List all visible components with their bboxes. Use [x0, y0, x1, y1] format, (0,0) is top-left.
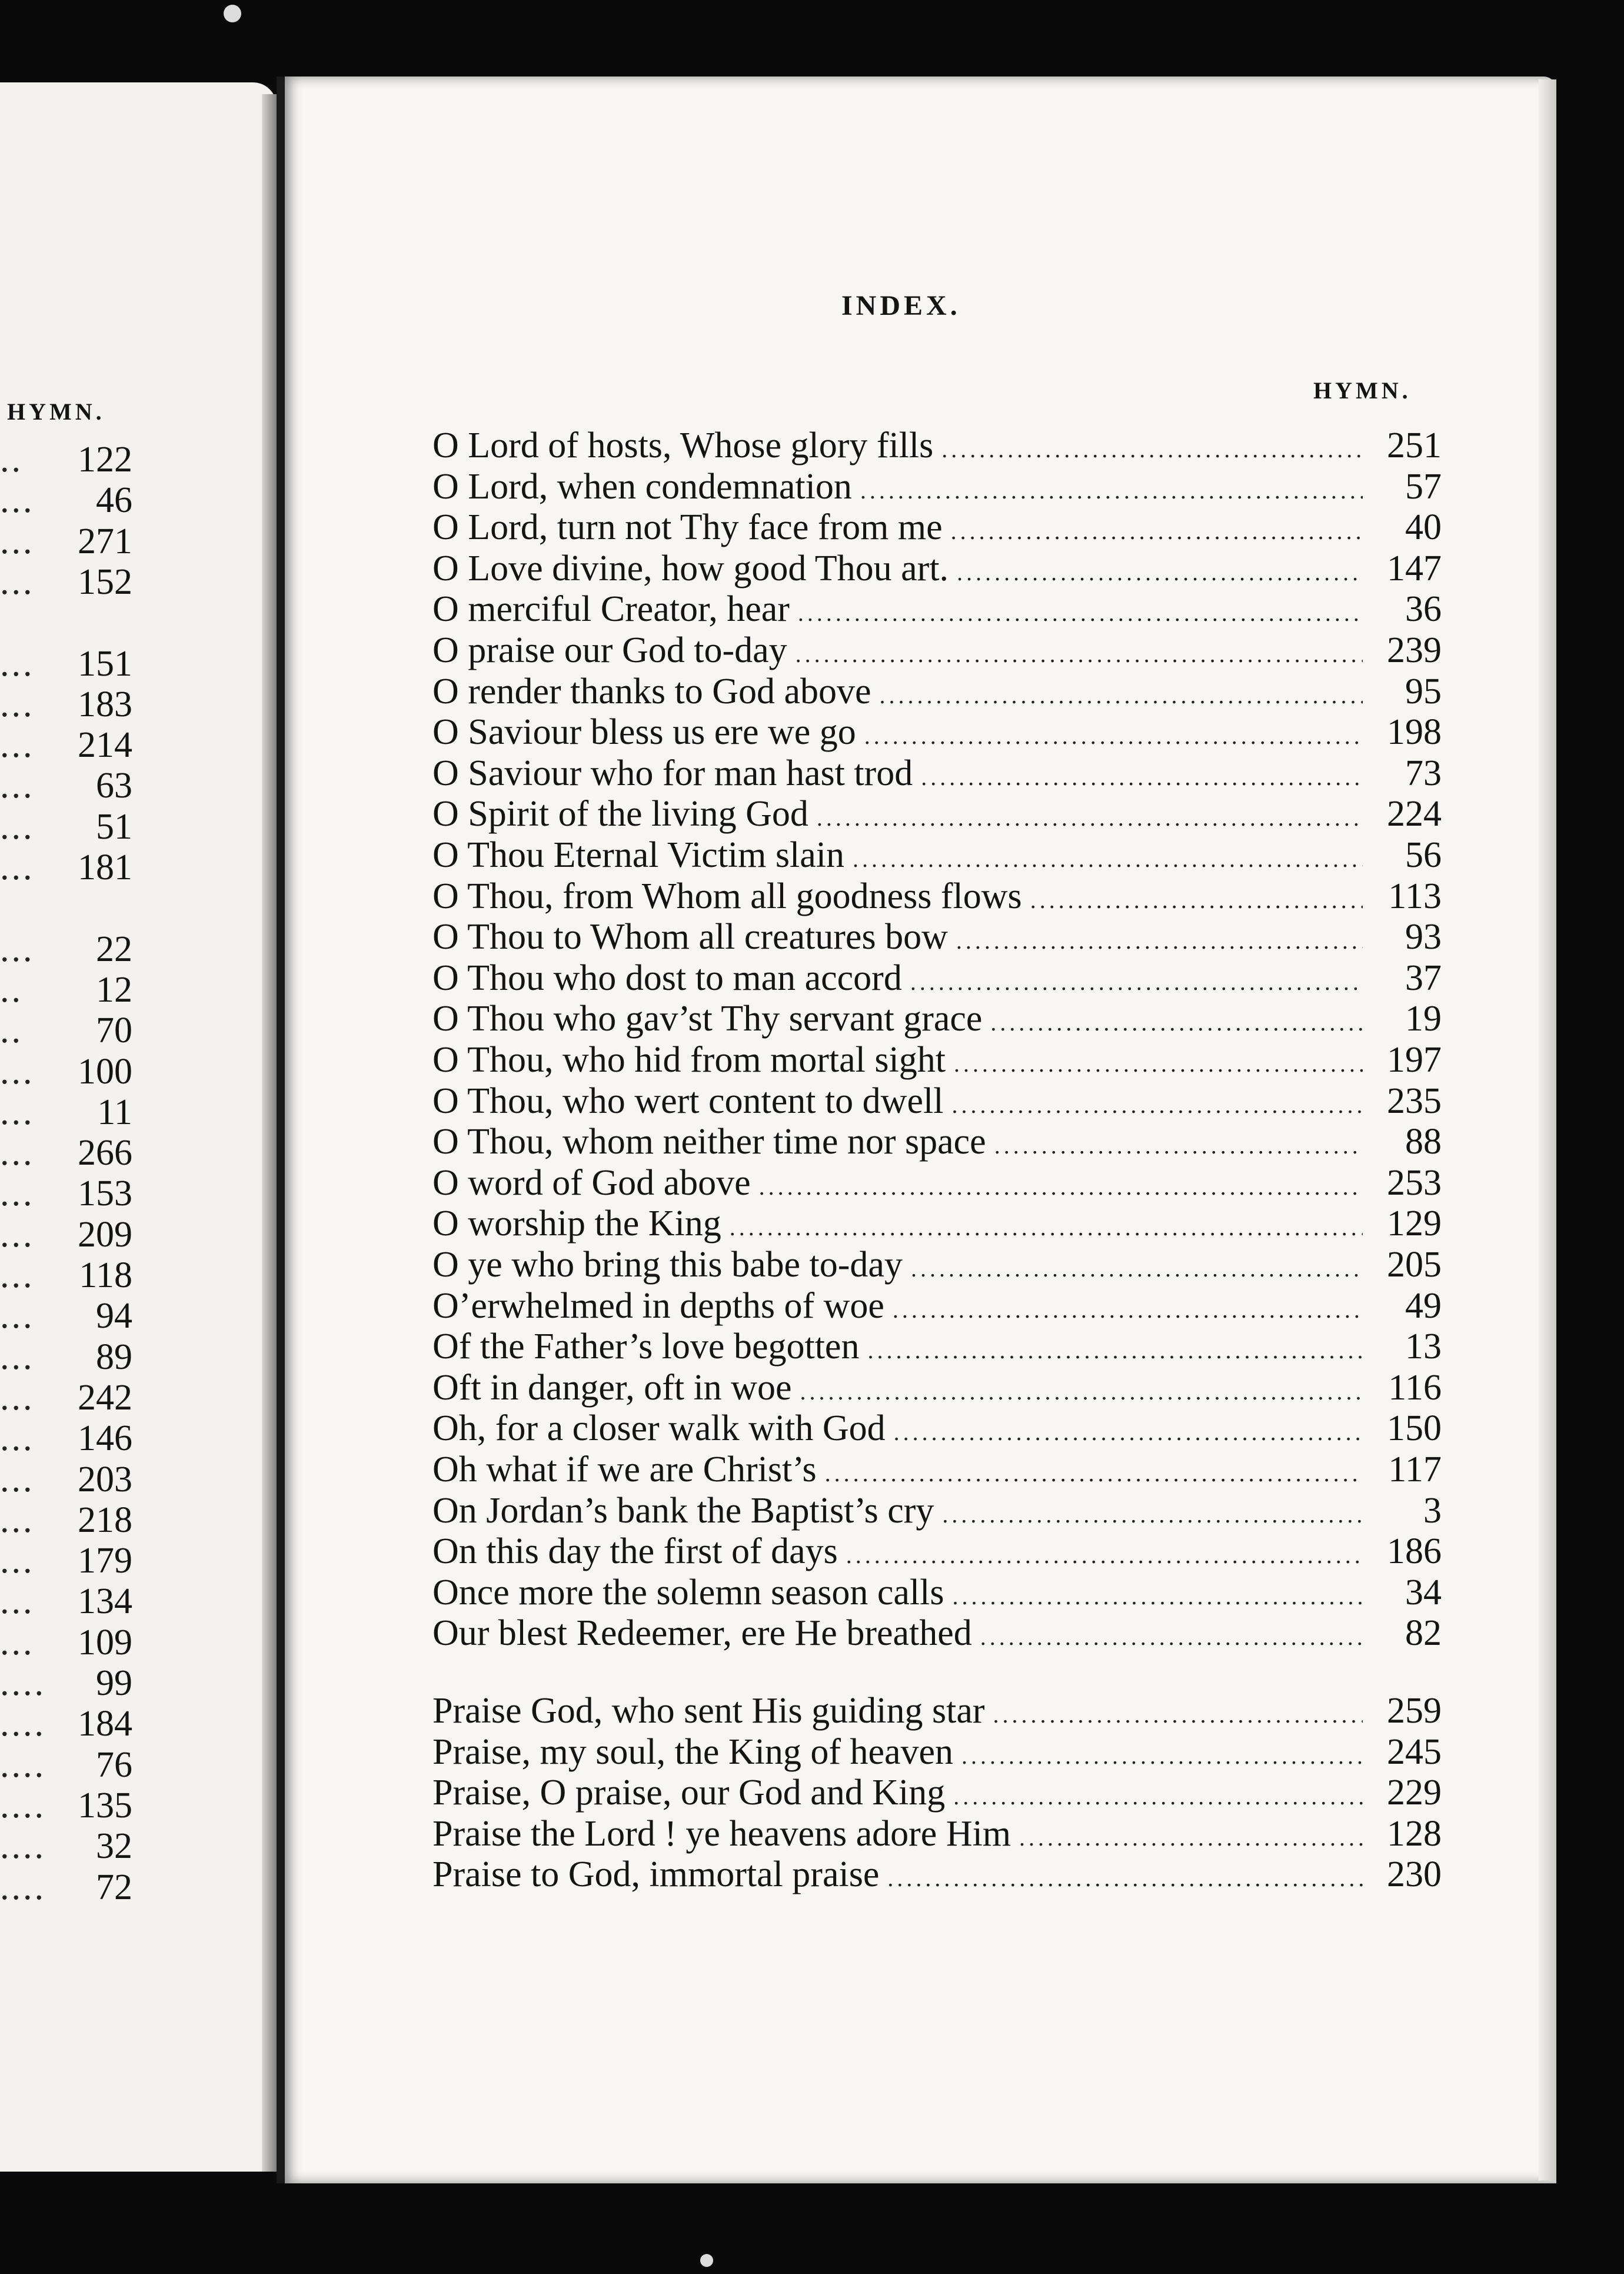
dot-leader [961, 1736, 1363, 1777]
left-index-row [0, 1255, 132, 1296]
hymn-first-line: O Thou, whom neither time nor space [432, 1122, 986, 1162]
left-index-row [0, 1377, 132, 1418]
hymn-number: 146 [78, 1418, 132, 1458]
dot-leader [953, 1776, 1363, 1817]
dot-leader: .. [0, 440, 23, 480]
dot-leader [951, 511, 1363, 552]
left-hymn-column-header: HYMN. [7, 398, 105, 425]
dot-leader: ... [0, 1623, 35, 1663]
hymn-number: 179 [78, 1541, 132, 1581]
dot-leader: .... [0, 1745, 46, 1785]
dot-leader: ... [0, 725, 35, 765]
hymn-first-line: O Lord of hosts, Whose glory fills [432, 425, 934, 466]
dot-leader [921, 757, 1363, 798]
left-index-row [0, 439, 132, 480]
dot-leader [994, 1125, 1363, 1166]
hymn-number: 100 [78, 1052, 132, 1092]
dot-leader [817, 797, 1363, 839]
hymn-number: 95 [1405, 671, 1442, 712]
hymn-number: 245 [1387, 1732, 1442, 1772]
index-entry [432, 958, 1442, 999]
index-entry [432, 712, 1442, 753]
page-title: INDEX. [841, 290, 961, 321]
hymn-number: 70 [96, 1010, 132, 1050]
index-entry [432, 1162, 1442, 1204]
dot-leader [990, 1002, 1363, 1043]
hymn-number: 214 [78, 725, 132, 765]
hymn-number: 19 [1405, 999, 1442, 1039]
hymn-number: 109 [78, 1623, 132, 1663]
hymn-number: 153 [78, 1173, 132, 1214]
index-entry [432, 1531, 1442, 1572]
dot-leader: ... [0, 1378, 35, 1418]
hymn-number: 147 [1387, 548, 1442, 589]
dot-leader [759, 1166, 1363, 1208]
dot-leader [942, 1494, 1363, 1535]
left-index-row [0, 1785, 132, 1826]
hymn-first-line: O praise our God to-day [432, 630, 787, 670]
left-index-row [0, 521, 132, 562]
left-index-row [0, 1500, 132, 1541]
hymn-number: 235 [1387, 1081, 1442, 1121]
hymn-number: 72 [96, 1867, 132, 1907]
index-entry [432, 548, 1442, 589]
hymn-number: 198 [1387, 712, 1442, 752]
index-entry [432, 1772, 1442, 1813]
dot-leader: ... [0, 1337, 35, 1377]
dot-leader [956, 920, 1363, 962]
dot-leader: ... [0, 1133, 35, 1173]
hymn-number: 203 [78, 1460, 132, 1500]
left-index-row [0, 643, 132, 684]
left-index-row [0, 1418, 132, 1459]
dot-leader: .... [0, 1663, 46, 1703]
dot-leader: ... [0, 644, 35, 684]
hymn-number: 40 [1405, 507, 1442, 547]
hymn-first-line: O Thou who dost to man accord [432, 958, 902, 998]
hymn-number: 251 [1387, 425, 1442, 466]
index-entry [432, 671, 1442, 712]
hymn-first-line: Our blest Redeemer, ere He breathed [432, 1613, 972, 1653]
dot-leader: ... [0, 684, 35, 724]
left-index-row [0, 684, 132, 725]
hymn-number: 151 [78, 644, 132, 684]
hymn-number: 150 [1387, 1408, 1442, 1448]
hymn-number: 218 [78, 1500, 132, 1540]
hymn-number: 152 [78, 562, 132, 602]
hymn-first-line: O Thou, who hid from mortal sight [432, 1040, 946, 1080]
index-entry [432, 916, 1442, 958]
left-index-row [0, 1173, 132, 1214]
ink-speck [700, 2254, 713, 2267]
hymn-number: 205 [1387, 1245, 1442, 1285]
dot-leader [941, 429, 1363, 470]
dot-leader [846, 1535, 1363, 1576]
hymn-number: 197 [1387, 1040, 1442, 1080]
hymn-number: 134 [78, 1581, 132, 1621]
hymn-number: 73 [1405, 753, 1442, 793]
index-entry [432, 466, 1442, 507]
hymn-number: 181 [78, 847, 132, 887]
hymn-number: 113 [1388, 876, 1442, 916]
hymn-first-line: O Saviour who for man hast trod [432, 753, 913, 793]
left-index-row [0, 1622, 132, 1663]
hymn-number: 51 [96, 807, 132, 847]
dot-leader: .. [0, 1010, 23, 1050]
hymn-first-line: O Thou, from Whom all goodness flows [432, 876, 1022, 916]
dot-leader: .. [0, 970, 23, 1010]
left-index-row [0, 1337, 132, 1378]
hymn-first-line: O Lord, when condemnation [432, 467, 852, 507]
index-entry [432, 1203, 1442, 1244]
index-entry [432, 1367, 1442, 1408]
index-entry [432, 1613, 1442, 1654]
ink-speck [224, 5, 241, 22]
hymn-number: 99 [96, 1663, 132, 1703]
index-entry [432, 1285, 1442, 1326]
dot-leader: ... [0, 1460, 35, 1500]
left-index-row [0, 1826, 132, 1867]
left-index-row [0, 1092, 132, 1133]
dot-leader: ... [0, 1500, 35, 1540]
index-entry [432, 507, 1442, 548]
hymn-number: 89 [96, 1337, 132, 1377]
hymn-number: 184 [78, 1704, 132, 1744]
dot-leader [825, 1453, 1363, 1494]
dot-leader [894, 1412, 1363, 1453]
dot-leader [1019, 1817, 1363, 1859]
hymn-number: 46 [96, 480, 132, 520]
hymn-number: 116 [1388, 1368, 1442, 1408]
index-entry [432, 998, 1442, 1039]
left-index-row [0, 806, 132, 847]
left-index-row [0, 969, 132, 1010]
hymn-first-line: O Thou who gav’st Thy servant grace [432, 999, 983, 1039]
left-index-row [0, 1663, 132, 1704]
hymn-first-line: Oh what if we are Christ’s [432, 1449, 817, 1490]
index-entry [432, 1244, 1442, 1285]
dot-leader: ... [0, 766, 35, 806]
hymn-first-line: O Thou Eternal Victim slain [432, 835, 844, 875]
index-entry [432, 1408, 1442, 1449]
left-index-row [0, 1132, 132, 1173]
hymn-number: 253 [1387, 1163, 1442, 1203]
hymn-number: 37 [1405, 958, 1442, 998]
hymn-number: 259 [1387, 1691, 1442, 1731]
hymn-number: 32 [96, 1826, 132, 1866]
hymn-first-line: O merciful Creator, hear [432, 589, 790, 629]
hymn-number: 128 [1387, 1814, 1442, 1854]
dot-leader: .... [0, 1786, 46, 1826]
left-index-row [0, 929, 132, 970]
dot-leader [867, 1330, 1363, 1371]
hymn-number: 49 [1405, 1286, 1442, 1326]
dot-leader: ... [0, 1052, 35, 1092]
hymn-first-line: O word of God above [432, 1163, 751, 1203]
dot-leader: ... [0, 562, 35, 602]
hymn-first-line: O Lord, turn not Thy face from me [432, 507, 943, 547]
hymn-column-header: HYMN. [1313, 377, 1412, 404]
hymn-number: 118 [79, 1255, 132, 1295]
left-index-row [0, 1214, 132, 1255]
left-index-row [0, 480, 132, 521]
hymn-first-line: On this day the first of days [432, 1531, 838, 1571]
hymn-number: 36 [1405, 589, 1442, 629]
dot-leader [798, 593, 1363, 634]
dot-leader: .... [0, 1867, 46, 1907]
left-index-row [0, 887, 132, 929]
page-edge [1539, 79, 1556, 2180]
hymn-number: 209 [78, 1215, 132, 1255]
index-entry [432, 630, 1442, 671]
index-entry [432, 1326, 1442, 1367]
dot-leader: ... [0, 521, 35, 561]
dot-leader [952, 1576, 1363, 1617]
dot-leader: ... [0, 1092, 35, 1132]
index-entry [432, 753, 1442, 794]
dot-leader [951, 1085, 1363, 1126]
index-entry [432, 793, 1442, 835]
dot-leader [730, 1207, 1363, 1248]
hymn-number: 13 [1405, 1326, 1442, 1367]
left-index-row [0, 1703, 132, 1744]
index-entry [432, 1813, 1442, 1854]
dot-leader [880, 675, 1363, 716]
hymn-first-line: O worship the King [432, 1204, 721, 1244]
left-index-row [0, 1051, 132, 1092]
dot-leader: ... [0, 1173, 35, 1214]
left-index-row [0, 561, 132, 603]
dot-leader [910, 962, 1363, 1003]
left-index-row [0, 765, 132, 806]
hymn-number: 76 [96, 1745, 132, 1785]
dot-leader: .... [0, 1826, 46, 1866]
hymn-number: 117 [1388, 1449, 1442, 1490]
dot-leader [887, 1858, 1363, 1899]
left-index-row [0, 1867, 132, 1908]
dot-leader: ... [0, 1296, 35, 1336]
hymn-first-line: O Love divine, how good Thou art. [432, 548, 949, 589]
hymn-number: 57 [1405, 467, 1442, 507]
left-index-row [0, 1295, 132, 1337]
hymn-number: 12 [96, 970, 132, 1010]
hymn-first-line: Praise, my soul, the King of heaven [432, 1732, 954, 1772]
index-entry [432, 835, 1442, 876]
hymn-first-line: Praise, O praise, our God and King [432, 1773, 946, 1813]
dot-leader [954, 1043, 1363, 1085]
hymn-number: 63 [96, 766, 132, 806]
hymn-number: 266 [78, 1133, 132, 1173]
left-index-row [0, 1010, 132, 1051]
hymn-number: 242 [78, 1378, 132, 1418]
hymn-number: 186 [1387, 1531, 1442, 1571]
left-index-row [0, 1581, 132, 1622]
left-index-row [0, 1744, 132, 1786]
hymn-first-line: Praise God, who sent His guiding star [432, 1691, 985, 1731]
dot-leader [993, 1694, 1363, 1736]
dot-leader: .... [0, 1704, 46, 1744]
left-index-row [0, 1540, 132, 1581]
hymn-number: 3 [1423, 1491, 1442, 1531]
dot-leader: ... [0, 1215, 35, 1255]
dot-leader [860, 470, 1363, 511]
index-entry [432, 1572, 1442, 1613]
dot-leader [911, 1248, 1363, 1289]
hymn-number: 239 [1387, 630, 1442, 670]
dot-leader: ... [0, 1255, 35, 1295]
hymn-number: 183 [78, 684, 132, 724]
hymn-first-line: Once more the solemn season calls [432, 1572, 944, 1613]
index-entry [432, 1121, 1442, 1162]
dot-leader: ... [0, 929, 35, 969]
hymn-number: 271 [78, 521, 132, 561]
hymn-number: 230 [1387, 1854, 1442, 1894]
hymn-number: 11 [97, 1092, 132, 1132]
dot-leader: ... [0, 807, 35, 847]
hymn-first-line: O’erwhelmed in depths of woe [432, 1286, 884, 1326]
hymn-number: 122 [78, 440, 132, 480]
index-entry [432, 1690, 1442, 1731]
left-index-row [0, 602, 132, 643]
hymn-first-line: O Thou to Whom all creatures bow [432, 917, 948, 957]
dot-leader: ... [0, 1418, 35, 1458]
index-entry [432, 1449, 1442, 1490]
hymn-number: 22 [96, 929, 132, 969]
index-entry [432, 1039, 1442, 1081]
index-entry [432, 876, 1442, 917]
index-entry [432, 1731, 1442, 1773]
hymn-first-line: O Thou, who wert content to dwell [432, 1081, 944, 1121]
left-index-row [0, 1459, 132, 1500]
hymn-number: 93 [1405, 917, 1442, 957]
hymn-number: 82 [1405, 1613, 1442, 1653]
hymn-first-line: O render thanks to God above [432, 671, 871, 712]
dot-leader [853, 839, 1363, 880]
hymn-number: 229 [1387, 1773, 1442, 1813]
hymn-first-line: Of the Father’s love begotten [432, 1326, 860, 1367]
left-index-row [0, 847, 132, 888]
dot-leader: ... [0, 847, 35, 887]
hymn-first-line: Praise the Lord ! ye heavens adore Him [432, 1814, 1011, 1854]
hymn-first-line: Oh, for a closer walk with God [432, 1408, 886, 1448]
hymn-number: 224 [1387, 794, 1442, 834]
left-index-row [0, 724, 132, 766]
hymn-first-line: Oft in danger, oft in woe [432, 1368, 792, 1408]
index-entry [432, 589, 1442, 630]
hymn-number: 129 [1387, 1204, 1442, 1244]
dot-leader [796, 634, 1363, 675]
hymn-first-line: O ye who bring this babe to-day [432, 1245, 903, 1285]
dot-leader [957, 552, 1363, 593]
dot-leader: ... [0, 480, 35, 520]
dot-leader: ... [0, 1581, 35, 1621]
hymn-first-line: Praise to God, immortal praise [432, 1854, 880, 1894]
index-entry [432, 1081, 1442, 1122]
dot-leader [1030, 880, 1363, 921]
dot-leader [864, 716, 1363, 757]
hymn-first-line: On Jordan’s bank the Baptist’s cry [432, 1491, 934, 1531]
hymn-number: 34 [1405, 1572, 1442, 1613]
dot-leader [800, 1371, 1363, 1412]
dot-leader: ... [0, 1541, 35, 1581]
hymn-number: 135 [78, 1786, 132, 1826]
hymn-first-line: O Spirit of the living God [432, 794, 808, 834]
dot-leader [980, 1617, 1363, 1658]
hymn-number: 88 [1405, 1122, 1442, 1162]
index-entry [432, 1854, 1442, 1895]
dot-leader [893, 1289, 1363, 1331]
index-entry [432, 1490, 1442, 1531]
hymn-number: 56 [1405, 835, 1442, 875]
index-entry [432, 425, 1442, 466]
hymn-number: 94 [96, 1296, 132, 1336]
hymn-first-line: O Saviour bless us ere we go [432, 712, 856, 752]
